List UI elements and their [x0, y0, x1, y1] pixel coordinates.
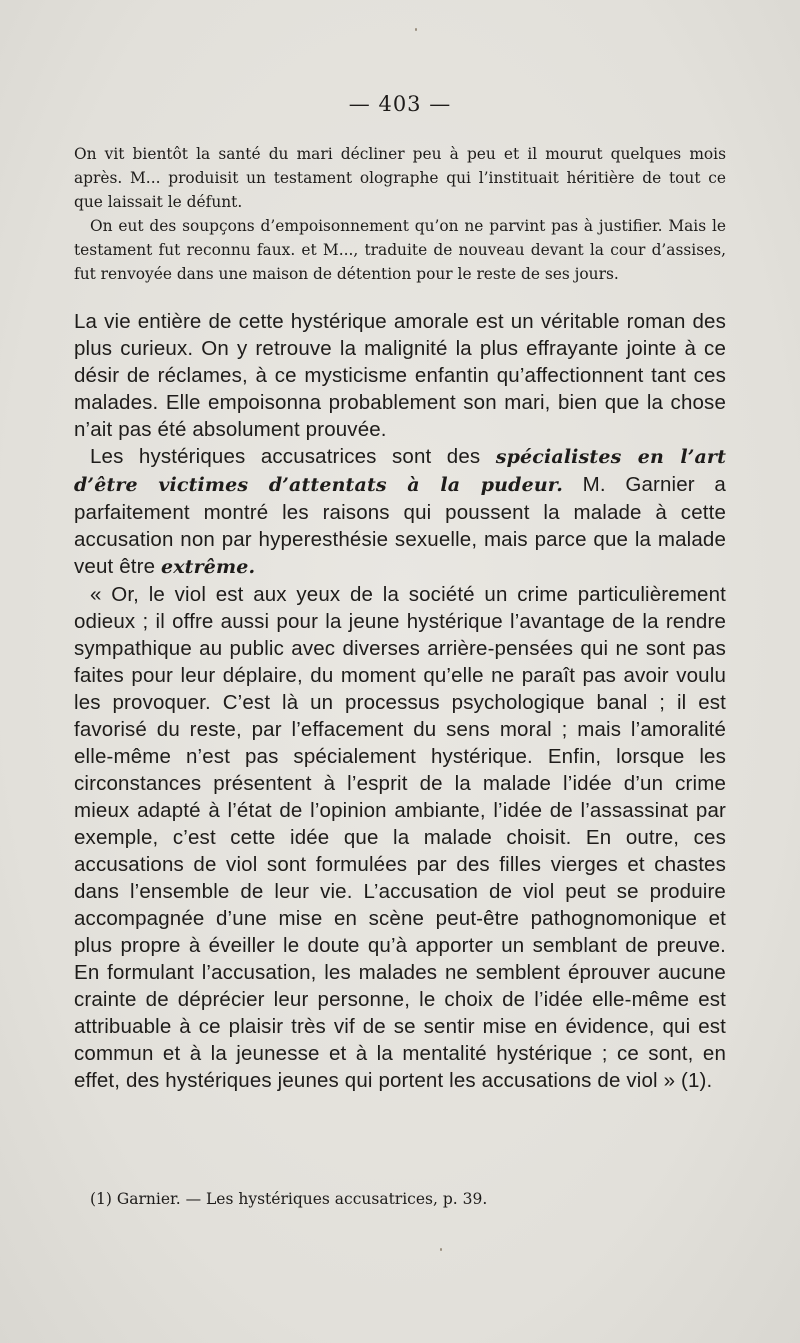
page-number: — 403 — [348, 92, 452, 116]
print-speck [415, 28, 417, 31]
quote-paragraph: « Or, le viol est aux yeux de la société un crime particulièrement odieux ; il offre aussi pour la jeune hystérique l’avantage de la rendre sympathique au public avec diverses arrière-pensées qui ne sont pas faites pour leur déplaire, du moment qu’elle ne paraît pas avoir voulu les provoquer. C’est là un processus psychologique banal ; il est favorisé du reste, par l’effacement du sens moral ; mais l’amoralité elle-même n’est pas spécialement hystérique. Enfin, lorsque les circonstances présentent à l’esprit de la malade l’idée d’un crime mieux adapté à l’état de l’opinion ambiante, l’idée de l’assassinat par exemple, c’est cette idée que la malade choisit. En outre, ces accusations de viol sont formulées par des filles vierges et chastes dans l’ensemble de leur vie. L’accusation de viol peut se produire accompagnée d’une mise en scène peut-être pathognomonique et plus propre à éveiller le doute qu’à apporter un semblant de preuve. En formulant l’accusation, les malades ne semblent éprouver aucune crainte de déprécier leur personne, le choix de l’idée elle-même est attribuable à ce plaisir très vif de se sentir mise en évidence, qui est commun et à la jeunesse et à la mentalité hystérique ; ce sont, en effet, des hystériques jeunes qui portent les accusations de viol » (1). [74, 583, 726, 1092]
text-span: Les hystériques accusatrices sont des [90, 445, 496, 468]
small-paragraph: On vit bientôt la santé du mari décliner peu à peu et il mourut quelques mois après. M... produisit un testament olographe qui l’instituait héritière de tout ce que laissait le défunt. [74, 145, 726, 211]
small-print-block [74, 142, 726, 286]
main-paragraph: La vie entière de cette hystérique amorale est un véritable roman des plus curieux. On y retrouve la malignité la plus effrayante jointe à ce désir de réclames, à ce mysticisme enfantin qu’affectionnent tant ces malades. Elle empoisonna probablement son mari, bien que la chose n’ait pas été absolument prouvée. [74, 310, 726, 441]
text-span: M. Garnier a parfaitement montré les raisons qui poussent la malade à cette accusation non par hyperesthésie sexuelle, mais parce que la malade veut être [74, 473, 726, 578]
emphasis-text: spécialistes en l’art d’être victimes d’attentats à la pudeur. [74, 446, 727, 496]
footnote: (1) Garnier. — Les hystériques accusatrices, p. 39. [90, 1190, 488, 1208]
print-speck [440, 1248, 442, 1251]
small-paragraph: On eut des soupçons d’empoisonnement qu’on ne parvint pas à justifier. Mais le testament fut reconnu faux. et M..., traduite de nouveau devant la cour d’assises, fut renvoyée dans une maison de détention pour le reste de ses jours. [74, 217, 726, 283]
emphasis-text: extrême. [160, 556, 256, 578]
main-paragraph [74, 443, 726, 581]
main-text-block [74, 308, 726, 1094]
